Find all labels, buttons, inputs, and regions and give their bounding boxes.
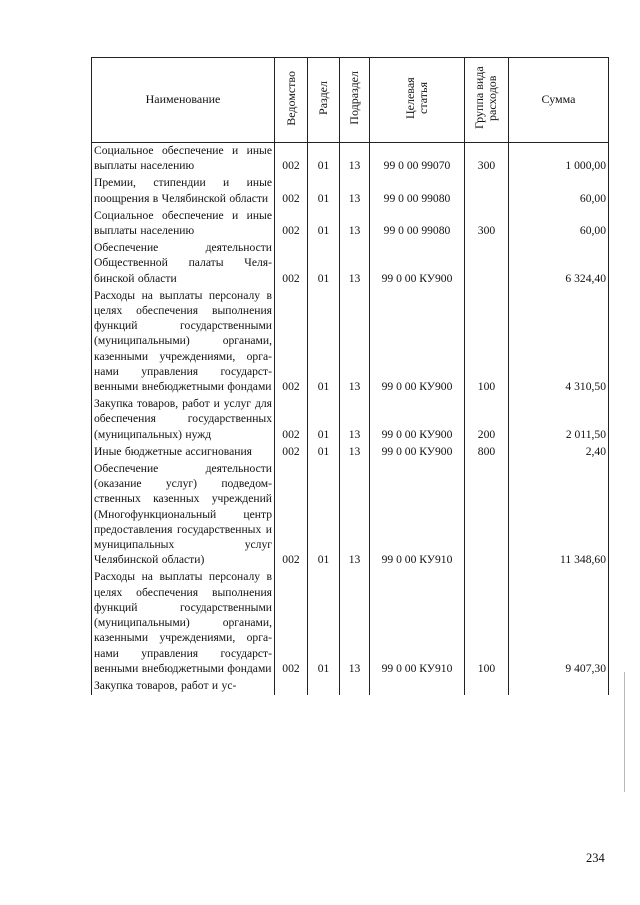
cell-amount: 2 011,50: [509, 396, 609, 444]
header-name: Наименование: [92, 58, 275, 143]
cell-section: 01: [308, 461, 340, 569]
cell-subsection: 13: [340, 240, 370, 288]
scan-edge-mark: [624, 672, 625, 792]
budget-table: [91, 57, 609, 695]
cell-name: Закупка товаров, работ и ус-: [92, 678, 275, 695]
cell-name: Социальное обеспечение и иные выплаты населению: [92, 208, 275, 240]
cell-subsection: 13: [340, 208, 370, 240]
cell-target-item: [370, 678, 465, 695]
header-target-item: Целевая статья: [370, 58, 465, 143]
cell-section: 01: [308, 175, 340, 207]
cell-amount: 1 000,00: [509, 143, 609, 176]
cell-amount: 11 348,60: [509, 461, 609, 569]
cell-section: [308, 678, 340, 695]
table-body: [92, 143, 609, 696]
table-row: [92, 143, 609, 176]
table-row: [92, 678, 609, 695]
cell-amount: 9 407,30: [509, 569, 609, 677]
cell-subsection: 13: [340, 444, 370, 461]
cell-name: Обеспечение деятельности (оказание услуг) подведомственных казенных учреждений (Многофункциональный центр предоставления государственных и муниципальных услуг Челябинской области): [92, 461, 275, 569]
cell-ministry: 002: [275, 143, 308, 176]
cell-section: 01: [308, 288, 340, 396]
cell-target-item: 99 0 00 КУ900: [370, 396, 465, 444]
cell-section: 01: [308, 444, 340, 461]
cell-expense-group: 300: [465, 143, 509, 176]
header-ministry: Ведомство: [275, 58, 308, 143]
cell-subsection: 13: [340, 461, 370, 569]
cell-section: 01: [308, 240, 340, 288]
cell-subsection: 13: [340, 396, 370, 444]
table-row: [92, 208, 609, 240]
cell-amount: [509, 678, 609, 695]
table-row: [92, 288, 609, 396]
table-row: [92, 444, 609, 461]
table-row: [92, 569, 609, 677]
cell-section: 01: [308, 208, 340, 240]
cell-ministry: 002: [275, 444, 308, 461]
cell-target-item: 99 0 00 КУ900: [370, 288, 465, 396]
cell-expense-group: 200: [465, 396, 509, 444]
cell-subsection: 13: [340, 143, 370, 176]
cell-ministry: [275, 678, 308, 695]
cell-target-item: 99 0 00 99070: [370, 143, 465, 176]
cell-section: 01: [308, 569, 340, 677]
cell-expense-group: 100: [465, 288, 509, 396]
header-expense-group: Группа вида расходов: [465, 58, 509, 143]
cell-subsection: [340, 678, 370, 695]
cell-target-item: 99 0 00 99080: [370, 175, 465, 207]
table-row: [92, 396, 609, 444]
header-section: Раздел: [308, 58, 340, 143]
cell-ministry: 002: [275, 288, 308, 396]
cell-subsection: 13: [340, 569, 370, 677]
cell-target-item: 99 0 00 99080: [370, 208, 465, 240]
cell-target-item: 99 0 00 КУ900: [370, 444, 465, 461]
cell-target-item: 99 0 00 КУ910: [370, 461, 465, 569]
cell-expense-group: 800: [465, 444, 509, 461]
table-row: [92, 461, 609, 569]
cell-ministry: 002: [275, 208, 308, 240]
cell-amount: 60,00: [509, 208, 609, 240]
cell-amount: 4 310,50: [509, 288, 609, 396]
cell-ministry: 002: [275, 569, 308, 677]
cell-name: Закупка товаров, работ и услуг для обеспечения государственных (муниципальных) нужд: [92, 396, 275, 444]
cell-section: 01: [308, 396, 340, 444]
cell-name: Иные бюджетные ассигнования: [92, 444, 275, 461]
cell-ministry: 002: [275, 461, 308, 569]
table-header: [92, 58, 609, 143]
cell-target-item: 99 0 00 КУ900: [370, 240, 465, 288]
cell-name: Премии, стипендии и иные поощрения в Челябинской области: [92, 175, 275, 207]
cell-ministry: 002: [275, 175, 308, 207]
cell-expense-group: 100: [465, 569, 509, 677]
table-row: [92, 175, 609, 207]
cell-amount: 2,40: [509, 444, 609, 461]
cell-subsection: 13: [340, 288, 370, 396]
cell-section: 01: [308, 143, 340, 176]
cell-amount: 6 324,40: [509, 240, 609, 288]
cell-expense-group: [465, 461, 509, 569]
cell-expense-group: [465, 240, 509, 288]
cell-name: Обеспечение деятельности Общественной палаты Челябинской области: [92, 240, 275, 288]
cell-subsection: 13: [340, 175, 370, 207]
cell-ministry: 002: [275, 240, 308, 288]
cell-name: Социальное обеспечение и иные выплаты населению: [92, 143, 275, 176]
cell-amount: 60,00: [509, 175, 609, 207]
cell-name: Расходы на выплаты персоналу в целях обеспечения выполнения функций государственными (муниципальными) органами, казенными учреждениями, органами управления государственными внебюджетными фондами: [92, 288, 275, 396]
table-row: [92, 240, 609, 288]
cell-target-item: 99 0 00 КУ910: [370, 569, 465, 677]
cell-expense-group: [465, 678, 509, 695]
header-subsection: Подраздел: [340, 58, 370, 143]
cell-expense-group: 300: [465, 208, 509, 240]
header-amount: Сумма: [509, 58, 609, 143]
page-number: 234: [586, 851, 605, 865]
cell-name: Расходы на выплаты персоналу в целях обеспечения выполнения функций государственными (муниципальными) органами, казенными учреждениями, органами управления государственными внебюджетными фондами: [92, 569, 275, 677]
cell-ministry: 002: [275, 396, 308, 444]
cell-expense-group: [465, 175, 509, 207]
